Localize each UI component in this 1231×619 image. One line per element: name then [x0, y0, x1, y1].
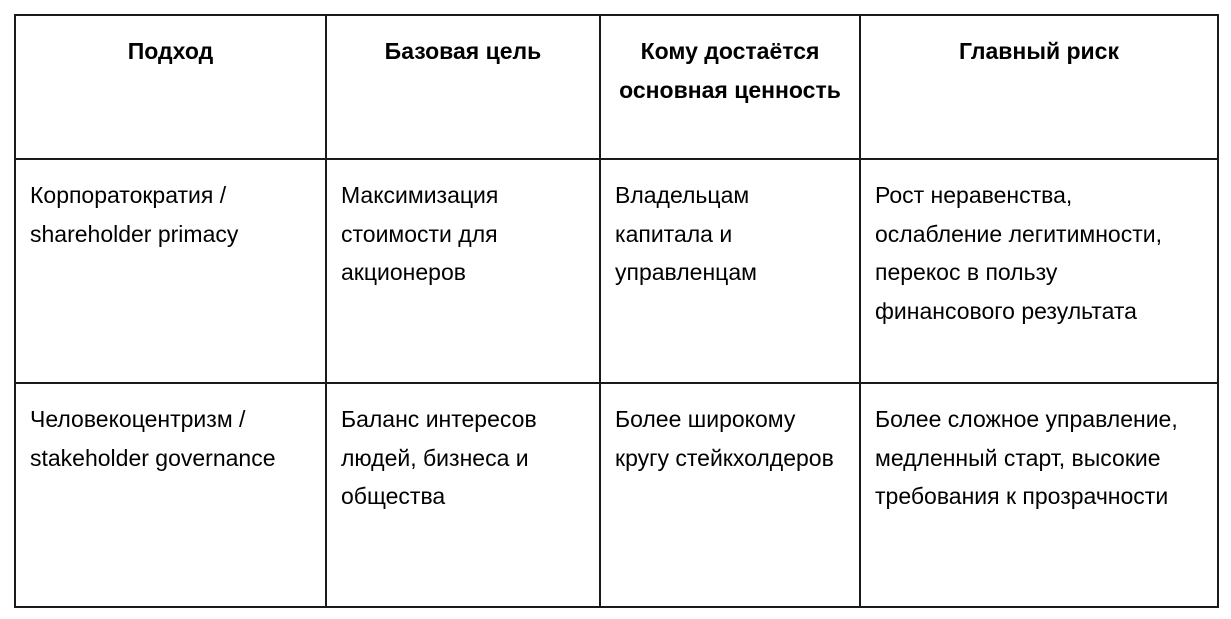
header-approach: Подход: [15, 15, 326, 159]
table-row: [15, 159, 1218, 383]
cell-value-recipient: Более широкому кругу стейкхолдеров: [600, 383, 860, 607]
cell-approach: Корпоратократия / shareholder primacy: [15, 159, 326, 383]
comparison-table: [14, 14, 1219, 608]
header-main-risk: Главный риск: [860, 15, 1218, 159]
cell-main-risk: Более сложное управление, медленный старт, высокие требования к прозрачности: [860, 383, 1218, 607]
cell-value-recipient: Владельцам капитала и управленцам: [600, 159, 860, 383]
cell-main-risk: Рост неравенства, ослабление легитимности, перекос в пользу финансового результата: [860, 159, 1218, 383]
cell-goal: Баланс интересов людей, бизнеса и общества: [326, 383, 600, 607]
cell-approach: Человекоцентризм / stakeholder governance: [15, 383, 326, 607]
cell-goal: Максимизация стоимости для акционеров: [326, 159, 600, 383]
header-value-recipient: Кому достаётся основная ценность: [600, 15, 860, 159]
table-header-row: [15, 15, 1218, 159]
header-goal: Базовая цель: [326, 15, 600, 159]
table-row: [15, 383, 1218, 607]
